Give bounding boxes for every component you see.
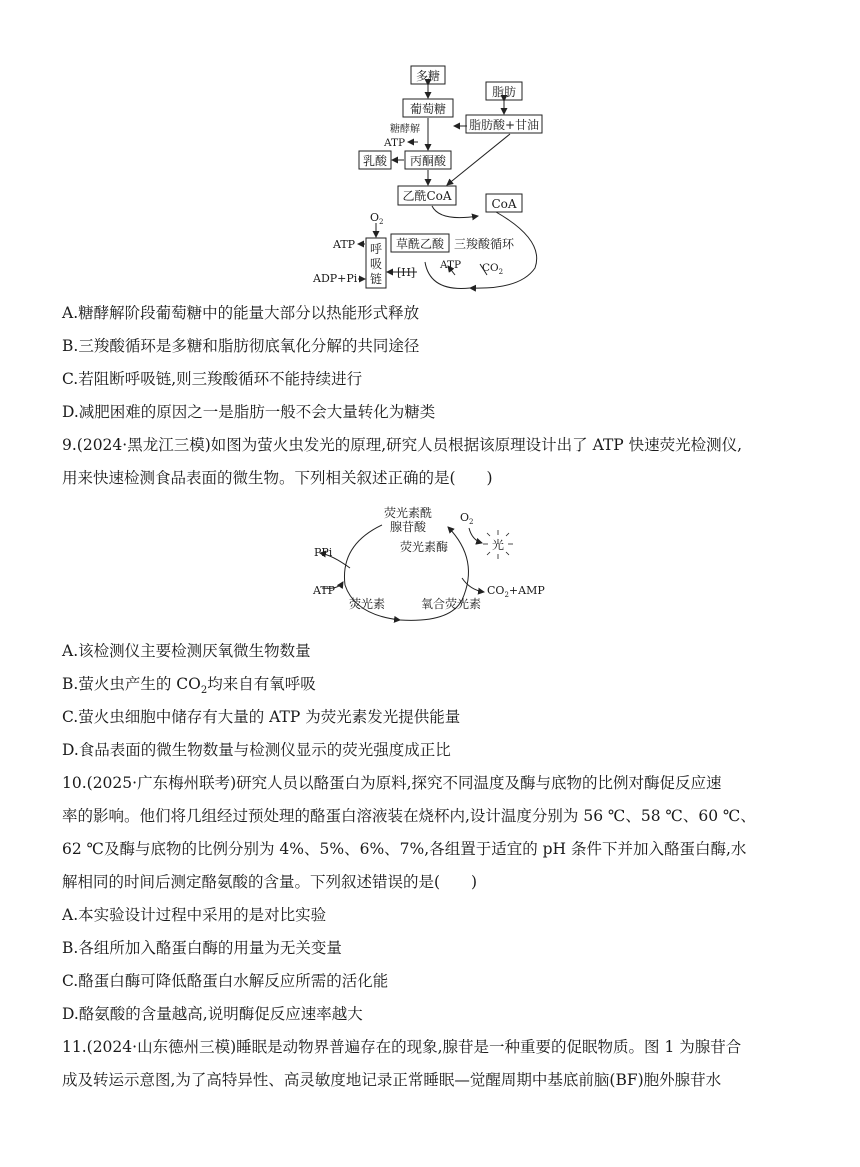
ppi-label: PPi [314,546,333,559]
q10-stem-line-1: 10.(2025·广东梅州联考)研究人员以酪蛋白为原料,探究不同温度及酶与底物的比例对酶促反应速 [62,774,722,792]
tca-cycle-label: 三羧酸循环 [454,237,515,251]
o2-subscript-2: 2 [469,518,474,526]
q10-option-b: B.各组所加入酪蛋白酶的用量为无关变量 [62,939,342,957]
co2-amp-label: CO [487,584,505,597]
q8-option-b: B.三羧酸循环是多糖和脂肪彻底氧化分解的共同途径 [62,337,420,355]
resp-chain-char-3: 链 [369,272,383,286]
acetyl-coa-label: 乙酰CoA [402,189,452,203]
co2-subscript: 2 [498,268,504,276]
resp-chain-char-1: 呼 [369,242,383,256]
q9-option-b-pre: B.萤火虫产生的 CO [62,675,201,693]
q9-option-d: D.食品表面的微生物数量与检测仪显示的荧光强度成正比 [62,741,451,759]
glycolysis-label: 糖酵解 [390,124,420,135]
q10-stem-line-3: 62 ℃及酶与底物的比例分别为 4%、5%、6%、7%,各组置于适宜的 pH 条件下并加入酪蛋白酶,水 [62,840,747,858]
polysaccharide-label: 多糖 [415,69,441,83]
coa-label: CoA [491,197,517,211]
q10-option-c: C.酪蛋白酶可降低酪蛋白水解反应所需的活化能 [62,972,389,990]
light-label: 光 [491,538,505,552]
metabolism-diagram [0,0,860,300]
luciferyl-adenylate-line-2: 腺苷酸 [389,520,427,534]
luciferase-label: 荧光素酶 [400,540,449,554]
oxaloacetate-label: 草酰乙酸 [395,237,445,251]
atp-label-2: ATP [333,238,356,251]
q9-option-a: A.该检测仪主要检测厌氧微生物数量 [62,642,311,660]
q8-option-c: C.若阻断呼吸链,则三羧酸循环不能持续进行 [62,370,363,388]
q10-option-a: A.本实验设计过程中采用的是对比实验 [62,906,327,924]
q10-stem-line-2: 率的影响。他们将几组经过预处理的酪蛋白溶液装在烧杯内,设计温度分别为 56 ℃、58 ℃、60 ℃、 [62,807,756,825]
glucose-label: 葡萄糖 [409,102,447,116]
svg-text:O2 [370,211,384,226]
o2-label: O [370,211,380,224]
svg-text:CO2 [482,262,503,276]
q8-option-a: A.糖酵解阶段葡萄糖中的能量大部分以热能形式释放 [62,304,420,322]
oxyluciferin-label: 氧合荧光素 [421,597,482,611]
fat-label: 脂肪 [491,85,517,99]
svg-text:CO2+AMP [487,584,545,599]
co2-amp-rest: +AMP [508,584,545,597]
luciferyl-adenylate-line-1: 荧光素酰 [383,506,433,520]
q10-stem-line-4: 解相同的时间后测定酪氨酸的含量。下列叙述错误的是( ) [62,873,478,891]
o2-label-2: O [460,511,470,524]
firefly-cycle-diagram [0,495,860,635]
q9-option-b [62,673,820,702]
q9-option-b-post: 均来自有氧呼吸 [207,675,316,693]
lactic-acid-label: 乳酸 [362,154,388,168]
pyruvate-label: 丙酮酸 [409,154,447,168]
co2-amp-subscript: 2 [504,591,509,599]
atp-label-4: ATP [313,584,336,597]
fatty-acid-glycerol-label: 脂肪酸+甘油 [468,118,540,132]
q9-stem-line-2: 用来快速检测食品表面的微生物。下列相关叙述正确的是( ) [62,469,493,487]
luciferin-label: 荧光素 [349,597,386,611]
adp-pi-label: ADP+Pi [313,272,358,285]
q9-option-c: C.萤火虫细胞中储存有大量的 ATP 为荧光素发光提供能量 [62,708,461,726]
q8-option-d: D.减肥困难的原因之一是脂肪一般不会大量转化为糖类 [62,403,436,421]
atp-label-3: ATP [440,259,462,271]
svg-text:O2 [460,511,474,526]
h-label: [H] [397,266,416,279]
o2-subscript: 2 [379,218,384,226]
resp-chain-char-2: 吸 [369,257,383,271]
q9-option-b-sub: 2 [200,685,208,697]
q11-stem-line-1: 11.(2024·山东德州三模)睡眠是动物界普遍存在的现象,腺苷是一种重要的促眠物质。图 1 为腺苷合 [62,1038,742,1056]
co2-label: CO [482,262,499,274]
atp-label-1: ATP [384,137,406,149]
q9-stem-line-1: 9.(2024·黑龙江三模)如图为萤火虫发光的原理,研究人员根据该原理设计出了 ATP 快速荧光检测仪, [62,436,743,454]
q10-option-d: D.酪氨酸的含量越高,说明酶促反应速率越大 [62,1005,363,1023]
q11-stem-line-2: 成及转运示意图,为了高特异性、高灵敏度地记录正常睡眠—觉醒周期中基底前脑(BF)胞外腺苷水 [62,1071,722,1089]
